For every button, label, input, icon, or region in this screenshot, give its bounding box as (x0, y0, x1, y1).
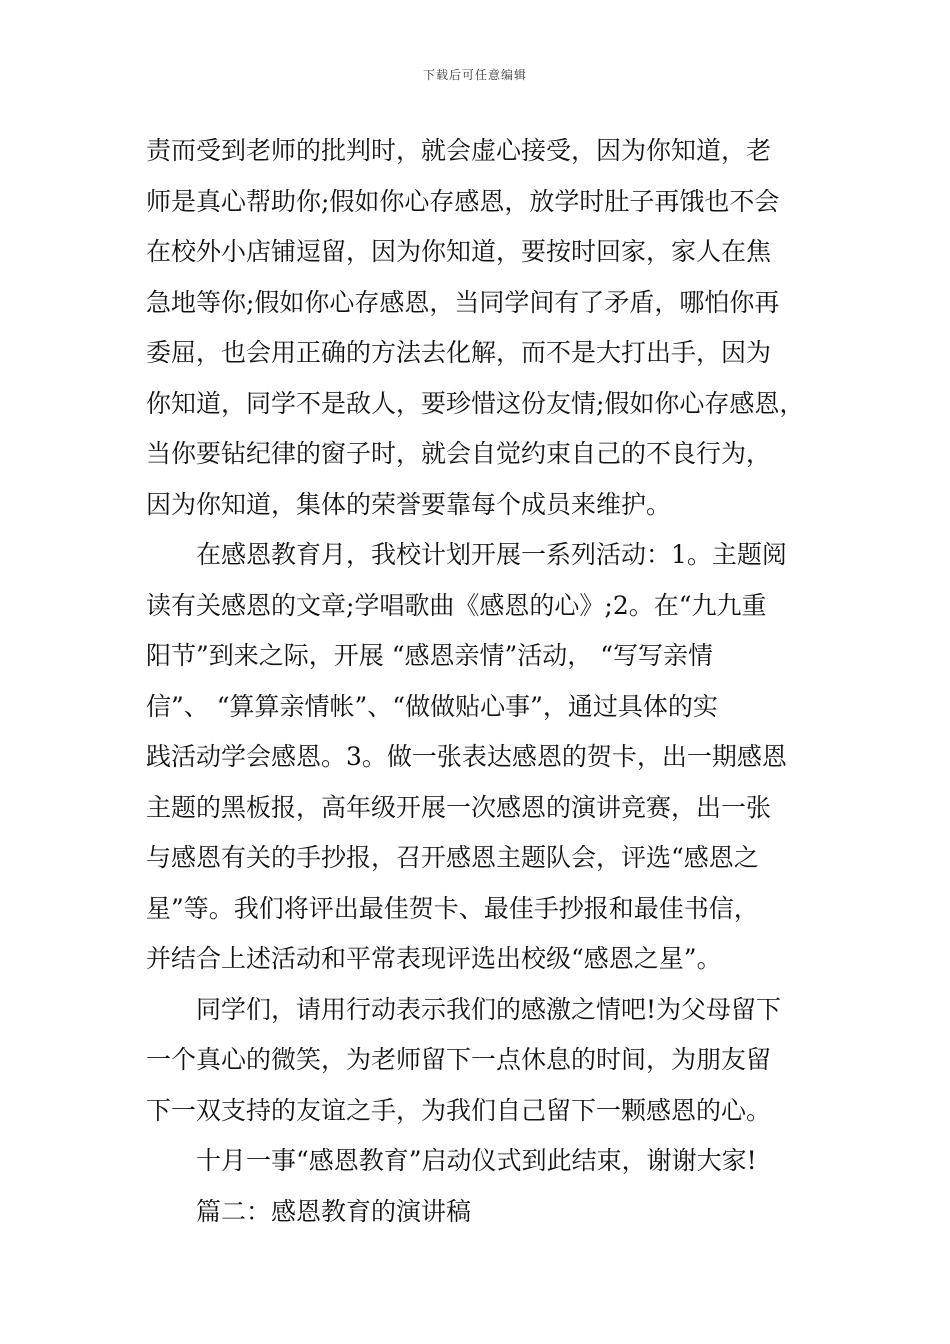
section-heading (146, 1187, 816, 1238)
text-line: 星”等。我们将评出最佳贺卡、最佳手抄报和最佳书信， (146, 893, 759, 923)
text-line: 在校外小店铺逗留，因为你知道，要按时回家，家人在焦 (146, 237, 772, 266)
text-line: 委屈，也会用正确的方法去化解，而不是大打出手，因为 (146, 338, 772, 367)
text-line: 践活动学会感恩。3。做一张表达感恩的贺卡，出一期感恩 (146, 742, 787, 771)
text-line: 信”、 “算算亲情帐”、“做做贴心事”，通过具体的实 (146, 691, 718, 721)
text-line: 并结合上述活动和平常表现评选出校级“感恩之星”。 (146, 944, 722, 973)
text-line: 急地等你;假如你心存感恩，当同学间有了矛盾，哪怕你再 (146, 287, 780, 317)
page-header: 下载后可任意编辑 (422, 68, 527, 82)
text-line: 责而受到老师的批判时，就会虚心接受，因为你知道，老 (146, 136, 772, 165)
text-line: 下一双支持的友谊之手，为我们自己留下一颗感恩的心。 (146, 1095, 772, 1125)
text-line: 十月一事“感恩教育”启动仪式到此结束，谢谢大家! (196, 1146, 757, 1175)
text-line: 读有关感恩的文章;学唱歌曲《感恩的心》;2。在“九九重 (146, 590, 767, 620)
text-line: 主题的黑板报，高年级开展一次感恩的演讲竞赛，出一张 (146, 792, 772, 822)
paragraph-4 (146, 1136, 816, 1187)
text-line: 与感恩有关的手抄报，召开感恩主题队会，评选“感恩之 (146, 843, 759, 872)
text-line: 因为你知道，集体的荣誉要靠每个成员来维护。 (146, 489, 672, 519)
text-line: 一个真心的微笑，为老师留下一点休息的时间，为朋友留 (146, 1045, 772, 1074)
text-line: 同学们，请用行动表示我们的感激之情吧!为父母留下 (196, 994, 782, 1024)
paragraph-1 (146, 126, 816, 530)
text-line: 在感恩教育月，我校计划开展一系列活动：1。主题阅 (196, 540, 787, 569)
document-body (146, 126, 816, 1237)
paragraph-3 (146, 985, 816, 1137)
text-line: 你知道，同学不是敌人，要珍惜这份友情;假如你心存感恩， (146, 388, 805, 418)
paragraph-2 (146, 530, 816, 985)
text-line: 师是真心帮助你;假如你心存感恩，放学时肚子再饿也不会 (146, 186, 780, 216)
heading-text: 篇二：感恩教育的演讲稿 (196, 1196, 472, 1226)
text-line: 当你要钻纪律的窗子时，就会自觉约束自己的不良行为， (146, 439, 772, 468)
text-line: 阳节”到来之际，开展 “感恩亲情”活动， “写写亲情 (146, 641, 714, 670)
